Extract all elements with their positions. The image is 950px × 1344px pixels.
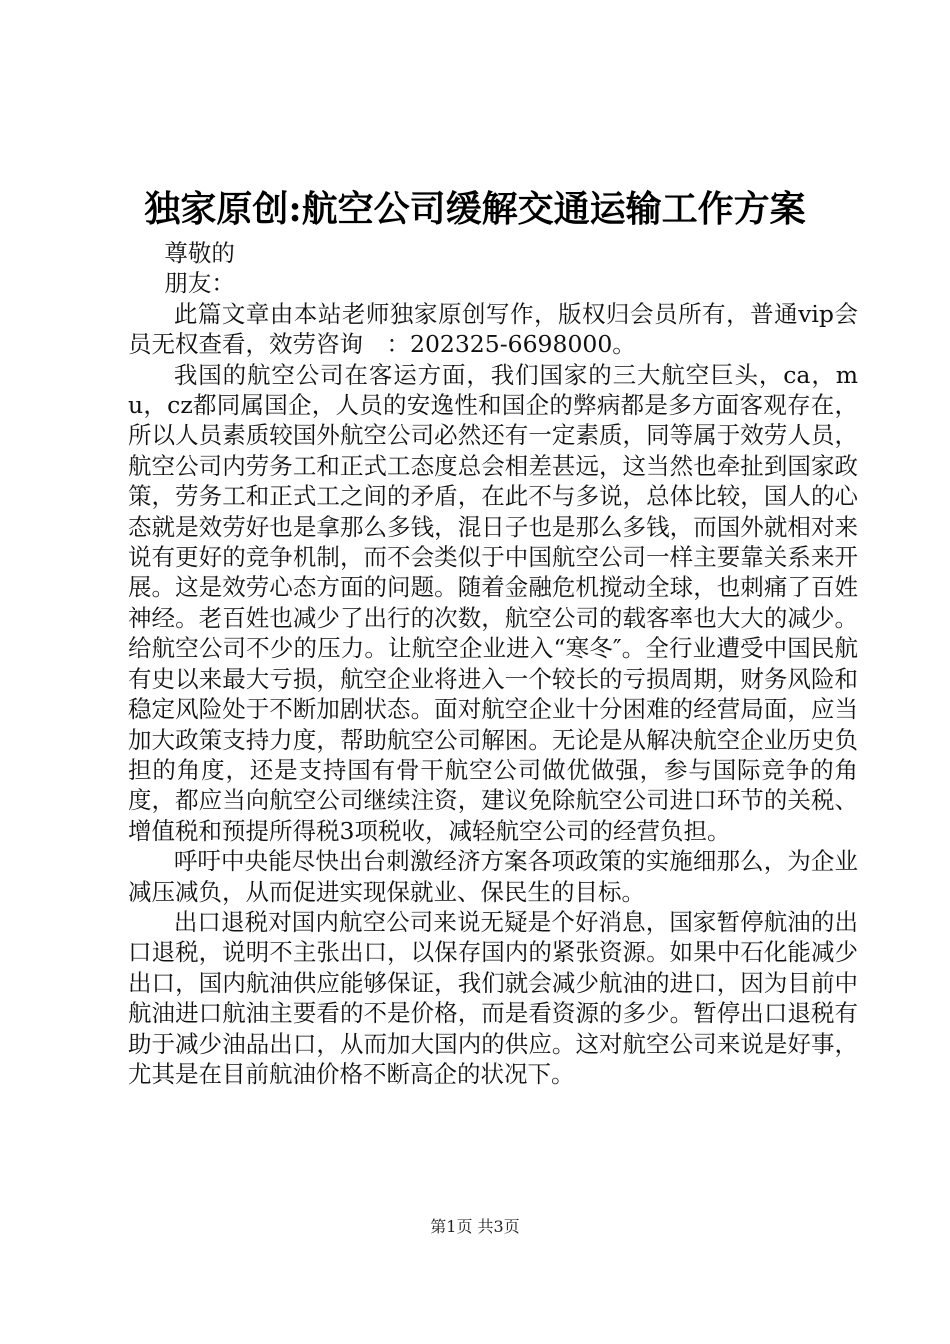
paragraph-policy-appeal: 呼吁中央能尽快出台刺激经济方案各项政策的实施细那么，为企业减压减负，从而促进实现保就业、保民生的目标。 (128, 847, 858, 906)
paragraph-export-tax-rebate: 出口退税对国内航空公司来说无疑是个好消息，国家暂停航油的出口退税，说明不主张出口，以保存国内的紧张资源。如果中石化能减少出口，国内航油供应能够保证，我们就会减少航油的进口，因为目前中航油进口航油主要看的不是价格，而是看资源的多少。暂停出口退税有助于减少油品出口，从而加大国内的供应。这对航空公司来说是好事，尤其是在目前航油价格不断高企的状况下。 (128, 907, 858, 1088)
paragraph-copyright-notice: 此篇文章由本站老师独家原创写作，版权归会员所有，普通vip会员无权查看，效劳咨询 ：202325-6698000。 (128, 299, 858, 359)
greeting-line-1: 尊敬的 (164, 239, 235, 267)
document-title: 独家原创:航空公司缓解交通运输工作方案 (144, 188, 806, 230)
document-body (128, 238, 858, 1089)
greeting-line-2: 朋友： (164, 269, 235, 298)
page-footer: 第1页 共3页 (430, 1217, 520, 1236)
paragraph-airline-service: 我国的航空公司在客运方面，我们国家的三大航空巨头，ca，mu，cz都同属国企，人员的安逸性和国企的弊病都是多方面客观存在，所以人员素质较国外航空公司必然还有一定素质，同等属于效劳人员，航空公司内劳务工和正式工态度总会相差甚远，这当然也牵扯到国家政策，劳务工和正式工之间的矛盾，在此不与多说，总体比较，国人的心态就是效劳好也是拿那么多钱，混日子也是那么多钱，而国外就相对来说有更好的竞争机制，而不会类似于中国航空公司一样主要靠关系来开展。这是效劳心态方面的问题。随着金融危机搅动全球，也刺痛了百姓神经。老百姓也减少了出行的次数，航空公司的载客率也大大的减少。给航空公司不少的压力。让航空企业进入“寒冬″。全行业遭受中国民航有史以来最大亏损，航空企业将进入一个较长的亏损周期，财务风险和稳定风险处于不断加剧状态。面对航空企业十分困难的经营局面，应当加大政策支持力度，帮助航空公司解困。无论是从解决航空企业历史负担的角度，还是支持国有骨干航空公司做优做强，参与国际竞争的角度，都应当向航空公司继续注资，建议免除航空公司进口环节的关税、增值税和预提所得税3项税收，减轻航空公司的经营负担。 (128, 360, 858, 845)
